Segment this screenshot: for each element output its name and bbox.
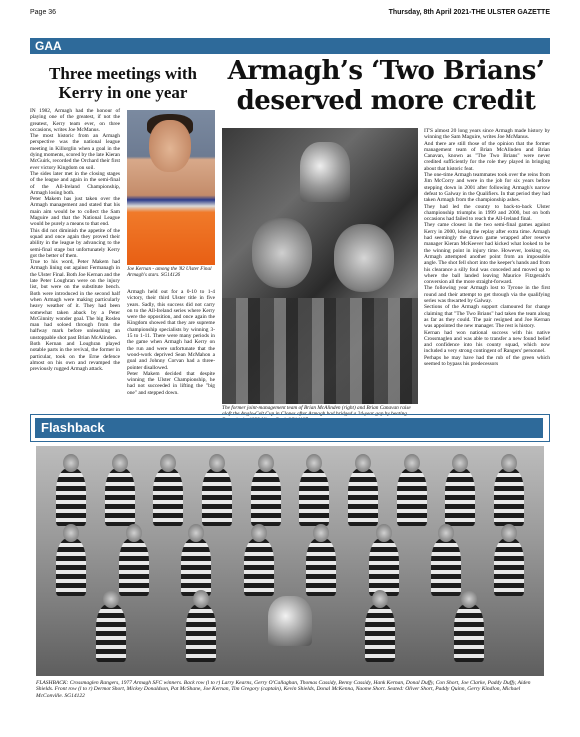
player-figure [397, 468, 427, 526]
player-figure [445, 468, 475, 526]
portrait-photo [127, 110, 215, 265]
crowd-shape [222, 298, 418, 404]
date-line: Thursday, 8th April 2021-THE ULSTER GAZETTE [388, 9, 550, 16]
left-story-headline: Three meetings with Kerry in one year [49, 64, 197, 102]
portrait-face [149, 120, 191, 172]
paragraph: This did not diminish the appetite of the squad and once again they proved their ability in the league by advancing to the semi-final stage but unfortunately Kerry got the better of them. [30, 227, 120, 259]
player-figure [494, 468, 524, 526]
player-figure [119, 538, 149, 596]
paragraph: They had led the county to back-to-back Ulster championship triumphs in 1999 and 2000, but on both occasions had failed to reach the All-Ireland final. [424, 203, 550, 223]
player-figure [153, 468, 183, 526]
player-figure [454, 604, 484, 662]
flashback-banner [30, 414, 550, 442]
flashback-label: Flashback [35, 418, 543, 438]
paragraph: And there are still those of the opinion that the former management team of Brian McAlinden and Brian Canavan, known as "The Two Brians" were never credited sufficiently for the role they played in bringing about that historic feat. [424, 140, 550, 172]
player-figure [299, 468, 329, 526]
page-header [30, 6, 550, 20]
team-front-row [56, 538, 524, 596]
team-back-row [56, 468, 524, 526]
flashback-caption: FLASHBACK: Crossmaglen Rangers, 1977 Armagh SFC winners. Back row (l to r) Larry Kearns, Gerry O'Callaghan, Thomas Cassidy, Benny Cassidy, Hank Kernan, Donal Duffy, Con Short, Joe Clarke, Paddy Duffy, Aiden Shields. Front row (l to r) Dermot Short, Mickey Donaldson, Pat McShane, Joe Kernan, Tim Gregory (captain), Kevin Shields, Donal McKenna, Naome Short. Seated: Oliver Short, Paddy Quinn, Gerry Kindlon, Michael McConville. SG14122 [36, 680, 531, 699]
paragraph: They came closest in the two semi-final games against Kerry in 2000, losing the replay after extra time. Armagh had seemingly the drawn game wrapped after reserve manager Kieran McKeever had kicked what looked to be the winning point in injury time. However, looking on, Armagh attempted another point from an impossible angle. The shot fell short into the keeper's hands and from his clearance a silly foul was conceded and moved up to where the ball landed leaving Maurice Fitzgerald's conversion all the more straight-forward. [424, 222, 550, 286]
figure-left [252, 218, 312, 288]
player-figure [105, 468, 135, 526]
paragraph: The one-time Armagh teammates took over the reins from Jim McCorry and were in the job for six years before stepping down in 2001 after following Armagh's narrow defeat to Galway in the Qualifiers. In that period they had taken Armagh from the championship ashes. [424, 172, 550, 204]
figure-right [334, 224, 394, 292]
paragraph: The most historic from an Armagh perspective was the national league meeting in Killorglin when a goal in the dying moments, scored by the late Kieran McGuirk, recorded the Orchard their first ever victory Kingdom on soil. [30, 133, 120, 171]
player-figure [431, 538, 461, 596]
paragraph: The following year Armagh lost to Tyrone in the first round and their attempt to get through via the qualifying series was thwarted by Galway. [424, 285, 550, 305]
paragraph: Perhaps he may have had the rub of the green which seemed to bypass his predecessors [424, 354, 550, 367]
trophy-celebration-photo [222, 128, 418, 404]
player-figure [244, 538, 274, 596]
trophy-photo-caption: The former joint-management team of Brian McAlinden (right) and Brian Canavan raise aloft the Anglo-Celt Cup in Clones after Armagh had bridged a 24-year gap by beating [222, 405, 411, 417]
player-figure [186, 604, 216, 662]
left-story-column-1 [30, 108, 120, 372]
paragraph: IT'S almost 20 long years since Armagh made history by winning the Sam Maguire, writes Joe McManus. [424, 128, 550, 141]
player-figure [181, 538, 211, 596]
paragraph: Both Kernan and Loughran played notable parts in the revival, the former in particular, took on the Erne defence almost on his own and revamped the previously rugged Armagh attack. [30, 340, 120, 373]
player-figure [251, 468, 281, 526]
paragraph: True to his word, Peter Makem had Armagh lining out against Fermanagh in the Ulster Final. Both Joe Kernan and the late Peter Loughran were on the injury list, but were on the substitute bench. Both were introduced in the second half when Armagh were making particularly heavy weather of it. They had been somewhat taken aback by a Peter McGinnity wonder goal. The big Roslea man had soloed through from the halfway mark before unleashing an unstoppable shot past Brian McAlinden. [30, 259, 120, 341]
cup-shape [268, 596, 312, 646]
player-figure [56, 538, 86, 596]
paragraph: IN 1982, Armagh had the honour of playing one of the greatest, if not the greatest, Kerry team ever, on three occasions, writes Joe McManus. [30, 108, 120, 133]
trophy-shape [300, 142, 350, 202]
player-figure [369, 538, 399, 596]
player-figure [494, 538, 524, 596]
section-label: GAA [30, 38, 550, 54]
team-photo [36, 446, 544, 676]
player-figure [56, 468, 86, 526]
portrait-caption: Joe Kernan - among the '82 Ulster Final Armagh's stars. SG14126 [127, 266, 212, 278]
player-figure [306, 538, 336, 596]
player-figure [202, 468, 232, 526]
player-figure [348, 468, 378, 526]
main-story-body [424, 128, 550, 367]
paragraph: The sides later met in the closing stages of the league and again in the semi-final of the All-Ireland Championship, Armagh losing both. [30, 170, 120, 196]
paragraph: Peter Makem has just taken over the Armagh management and stated that his main aim would be to collect the Sam Maguire and that the National League would be purely a means to that end. [30, 196, 120, 228]
main-story-headline: Armagh’s ‘Two Brians’ deserved more credit [227, 56, 545, 116]
left-story-column-2 [127, 289, 215, 396]
player-figure [96, 604, 126, 662]
player-figure [365, 604, 395, 662]
paragraph: Kernan had won national success with his native Crossmaglen and was able to transfer a new found belief and confidence into his county squad, which now included a very strong contingent of Rangers' personnel. [424, 329, 550, 355]
paragraph: Peter Makem decided that despite winning the Ulster Championship, he had not succeeded in lifting the "big one" and stepped down. [127, 370, 215, 396]
paragraph: Sections of the Armagh support clamoured for change claiming that "The Two Brians" had taken the team along as far as they could. The pair resigned and Joe Kernan was appointed the new manager. The rest is history. [424, 304, 550, 330]
page-number: Page 36 [30, 9, 57, 16]
paragraph: Armagh held out for a 0-10 to 1-4 victory, their third Ulster title in five years. Sadly, this success did not carry on to the All-Ireland series where Kerry were the opposition, and once again the Kingdom showed that they are supreme championship specialists by winning 3-15 to 1-11. There were many periods in the game when Armagh had Kerry on the run and were unfortunate that the wood-work deprived Sean McMahon a goal and Johnny Corvan had a three-pointer disallowed. [127, 289, 215, 371]
